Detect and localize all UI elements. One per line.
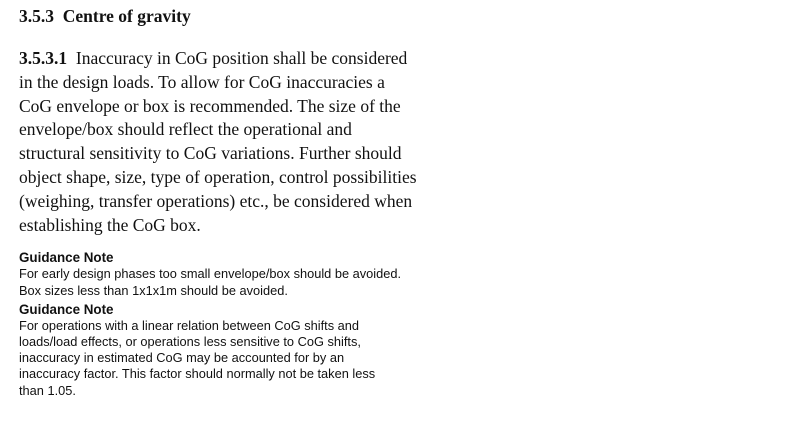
clause-line bbox=[19, 47, 489, 71]
clause-line: CoG envelope or box is recommended. The size of the bbox=[19, 95, 401, 116]
guidance-note-line: inaccuracy factor. This factor should normally not be taken less bbox=[19, 366, 376, 382]
clause-number: 3.5.3.1 bbox=[19, 48, 68, 68]
guidance-note-line: Box sizes less than 1x1x1m should be avoided. bbox=[19, 282, 288, 298]
clause-line: (weighing, transfer operations) etc., be considered when bbox=[19, 190, 413, 211]
section-title: Centre of gravity bbox=[62, 6, 191, 26]
clause-paragraph bbox=[19, 47, 489, 237]
clause-line: structural sensitivity to CoG variations. Further should bbox=[19, 143, 402, 164]
guidance-note bbox=[19, 250, 489, 298]
clause-line-text: Inaccuracy in CoG position shall be considered bbox=[75, 48, 408, 68]
clause-line: establishing the CoG box. bbox=[19, 214, 201, 235]
guidance-note-line: For early design phases too small envelope/box should be avoided. bbox=[19, 266, 402, 282]
clause-line: envelope/box should reflect the operational and bbox=[19, 119, 352, 140]
section-number: 3.5.3 bbox=[19, 6, 54, 26]
guidance-note bbox=[19, 302, 489, 399]
section-heading bbox=[19, 5, 489, 27]
guidance-note-line: than 1.05. bbox=[19, 382, 76, 398]
guidance-note-title: Guidance Note bbox=[19, 250, 114, 266]
document-page bbox=[19, 0, 489, 399]
clause-line: object shape, size, type of operation, control possibilities bbox=[19, 166, 417, 187]
guidance-note-line: loads/load effects, or operations less sensitive to CoG shifts, bbox=[19, 333, 361, 349]
guidance-note-title: Guidance Note bbox=[19, 301, 114, 317]
clause-line: in the design loads. To allow for CoG inaccuracies a bbox=[19, 71, 385, 92]
guidance-note-line: For operations with a linear relation between CoG shifts and bbox=[19, 317, 360, 333]
guidance-note-line: inaccuracy in estimated CoG may be accounted for by an bbox=[19, 350, 345, 366]
